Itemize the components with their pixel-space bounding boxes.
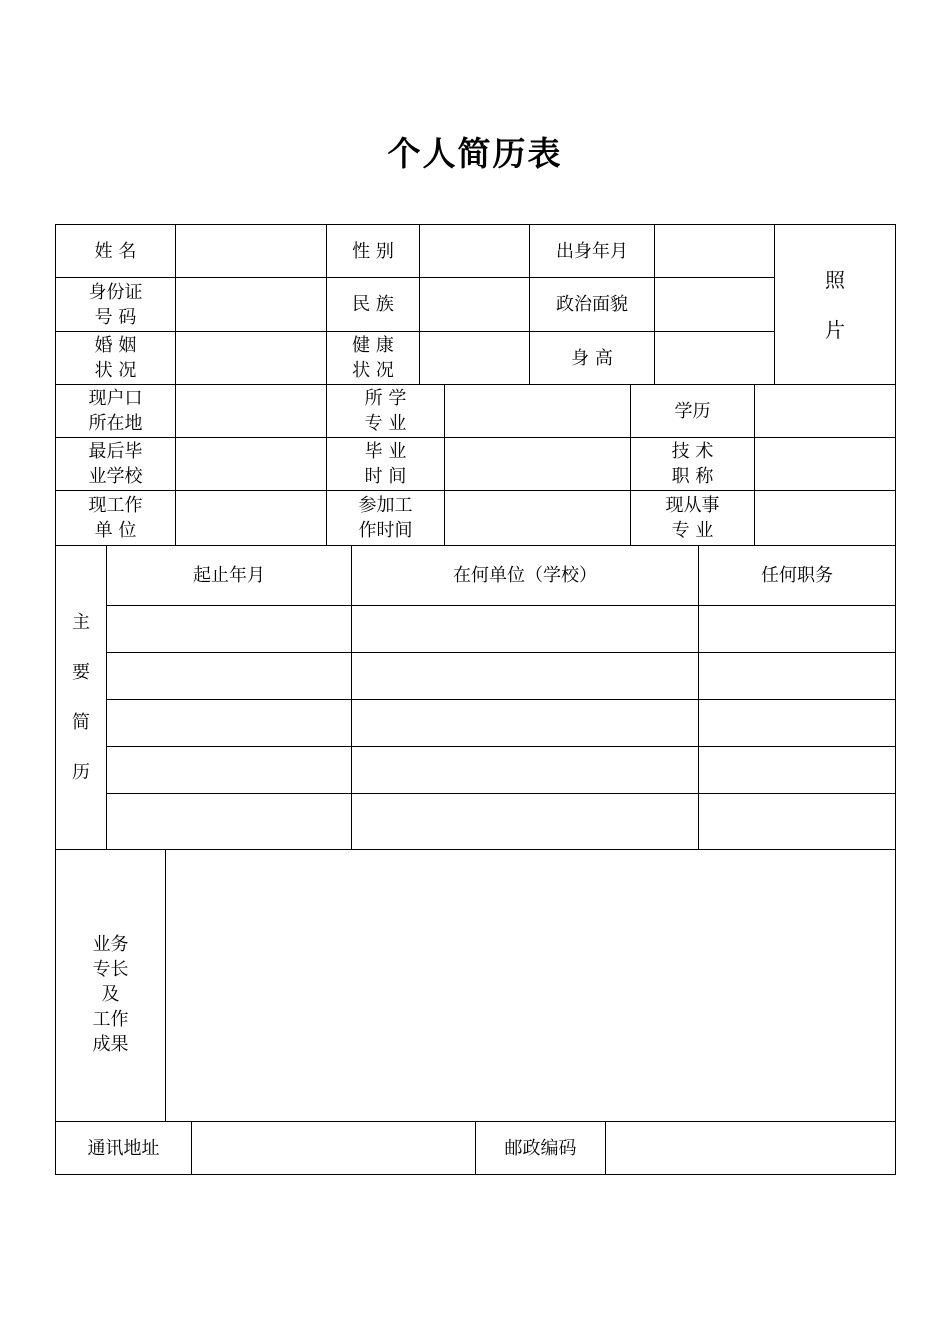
hukou-label: 现户口 所在地 [56,385,176,438]
health-status-field[interactable] [420,332,530,385]
ethnicity-field[interactable] [420,278,530,332]
history-col-unit: 在何单位（学校） [352,546,699,606]
address-field[interactable] [192,1122,476,1175]
work-start-field[interactable] [445,491,631,546]
degree-label: 学历 [631,385,755,438]
history-unit-field[interactable] [352,794,699,850]
expertise-contact-table [55,849,896,1175]
current-field-field[interactable] [755,491,896,546]
postcode-label: 邮政编码 [476,1122,606,1175]
political-status-field[interactable] [655,278,775,332]
history-col-period: 起止年月 [107,546,352,606]
height-field[interactable] [655,332,775,385]
hukou-field[interactable] [176,385,327,438]
major-field[interactable] [445,385,631,438]
marital-status-label: 婚 姻 状 况 [56,332,176,385]
history-position-field[interactable] [699,794,896,850]
id-number-label: 身份证 号 码 [56,278,176,332]
graduation-time-label: 毕 业 时 间 [327,438,445,491]
history-position-field[interactable] [699,747,896,794]
tech-title-label: 技 术 职 称 [631,438,755,491]
history-period-field[interactable] [107,700,352,747]
expertise-label: 业务 专长 及 工作 成果 [56,850,166,1122]
table-row [56,700,896,747]
address-label: 通讯地址 [56,1122,192,1175]
history-position-field[interactable] [699,653,896,700]
history-table [55,545,896,850]
table-row [56,606,896,653]
employer-label: 现工作 单 位 [56,491,176,546]
name-label: 姓 名 [56,225,176,278]
postcode-field[interactable] [606,1122,896,1175]
current-field-label: 现从事 专 业 [631,491,755,546]
graduation-time-field[interactable] [445,438,631,491]
table-row [56,747,896,794]
gender-label: 性 别 [327,225,420,278]
photo-box[interactable]: 照 片 [775,225,896,385]
history-unit-field[interactable] [352,653,699,700]
history-unit-field[interactable] [352,747,699,794]
marital-status-field[interactable] [176,332,327,385]
history-period-field[interactable] [107,794,352,850]
history-section-label: 主 要 简 历 [56,546,107,850]
table-row [56,794,896,850]
page-title: 个人简历表 [387,134,563,173]
history-position-field[interactable] [699,700,896,747]
table-row [56,653,896,700]
history-position-field[interactable] [699,606,896,653]
history-period-field[interactable] [107,747,352,794]
tech-title-field[interactable] [755,438,896,491]
history-period-field[interactable] [107,606,352,653]
degree-field[interactable] [755,385,896,438]
history-unit-field[interactable] [352,700,699,747]
gender-field[interactable] [420,225,530,278]
ethnicity-label: 民 族 [327,278,420,332]
height-label: 身 高 [530,332,655,385]
history-period-field[interactable] [107,653,352,700]
school-label: 最后毕 业学校 [56,438,176,491]
id-number-field[interactable] [176,278,327,332]
employer-field[interactable] [176,491,327,546]
work-start-label: 参加工 作时间 [327,491,445,546]
health-status-label: 健 康 状 况 [327,332,420,385]
birth-label: 出身年月 [530,225,655,278]
history-col-position: 任何职务 [699,546,896,606]
education-work-table [55,384,896,546]
basic-info-table [55,224,896,385]
major-label: 所 学 专 业 [327,385,445,438]
birth-field[interactable] [655,225,775,278]
expertise-field[interactable] [166,850,896,1122]
history-unit-field[interactable] [352,606,699,653]
school-field[interactable] [176,438,327,491]
name-field[interactable] [176,225,327,278]
political-status-label: 政治面貌 [530,278,655,332]
